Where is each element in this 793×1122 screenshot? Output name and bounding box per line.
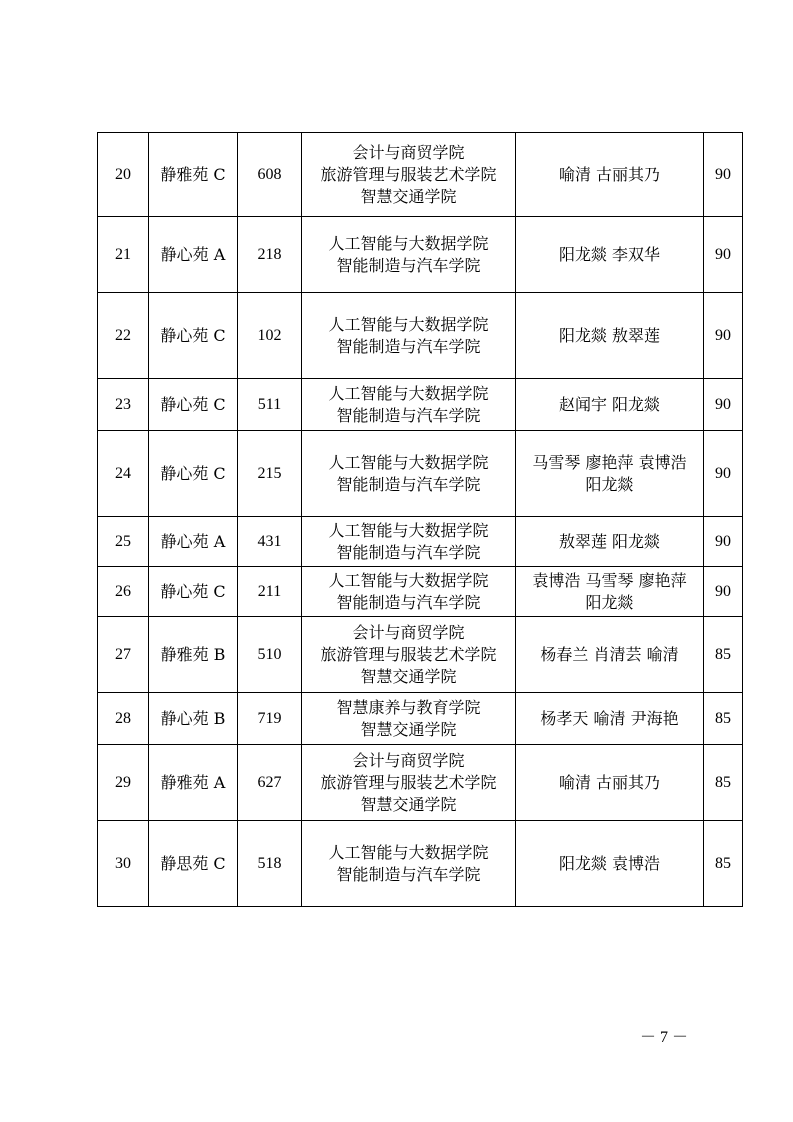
room-number-cell: 510 bbox=[238, 617, 302, 693]
building-cell: 静心苑 C bbox=[149, 431, 238, 517]
score-cell: 85 bbox=[704, 693, 743, 745]
colleges-cell bbox=[302, 517, 516, 567]
row-number-cell: 21 bbox=[98, 217, 149, 293]
college-line: 会计与商贸学院 bbox=[352, 622, 465, 642]
college-line: 智能制造与汽车学院 bbox=[336, 255, 481, 275]
table-row bbox=[98, 293, 743, 379]
colleges-cell bbox=[302, 217, 516, 293]
score-cell: 85 bbox=[704, 821, 743, 907]
table-row bbox=[98, 217, 743, 293]
colleges-cell bbox=[302, 293, 516, 379]
row-number-cell: 26 bbox=[98, 567, 149, 617]
teacher-line: 阳龙燚 bbox=[585, 592, 634, 612]
teachers-cell bbox=[516, 431, 704, 517]
building-cell: 静雅苑 A bbox=[149, 745, 238, 821]
colleges-cell bbox=[302, 693, 516, 745]
teachers-cell bbox=[516, 567, 704, 617]
college-line: 人工智能与大数据学院 bbox=[328, 520, 489, 540]
teacher-line: 杨孝天 喻清 尹海艳 bbox=[540, 708, 679, 728]
teacher-line: 马雪琴 廖艳萍 袁博浩 bbox=[532, 452, 687, 472]
building-cell: 静心苑 C bbox=[149, 293, 238, 379]
college-line: 智慧交通学院 bbox=[360, 794, 457, 814]
building-cell: 静心苑 A bbox=[149, 217, 238, 293]
colleges-cell bbox=[302, 379, 516, 431]
table-row bbox=[98, 133, 743, 217]
colleges-cell bbox=[302, 821, 516, 907]
row-number-cell: 22 bbox=[98, 293, 149, 379]
page-number: － 7 － bbox=[640, 1029, 689, 1046]
teacher-line: 敖翠莲 阳龙燚 bbox=[558, 531, 661, 551]
colleges-cell bbox=[302, 745, 516, 821]
row-number-cell: 20 bbox=[98, 133, 149, 217]
room-number-cell: 627 bbox=[238, 745, 302, 821]
college-line: 人工智能与大数据学院 bbox=[328, 452, 489, 472]
room-number-cell: 431 bbox=[238, 517, 302, 567]
row-number-cell: 25 bbox=[98, 517, 149, 567]
table-row bbox=[98, 431, 743, 517]
room-number-cell: 511 bbox=[238, 379, 302, 431]
college-line: 旅游管理与服装艺术学院 bbox=[320, 644, 497, 664]
score-cell: 85 bbox=[704, 617, 743, 693]
table-row bbox=[98, 693, 743, 745]
colleges-cell bbox=[302, 133, 516, 217]
building-cell: 静心苑 C bbox=[149, 567, 238, 617]
score-cell: 90 bbox=[704, 133, 743, 217]
score-cell: 90 bbox=[704, 217, 743, 293]
table-row bbox=[98, 745, 743, 821]
teacher-line: 阳龙燚 bbox=[585, 474, 634, 494]
building-cell: 静雅苑 C bbox=[149, 133, 238, 217]
college-line: 智能制造与汽车学院 bbox=[336, 474, 481, 494]
row-number-cell: 29 bbox=[98, 745, 149, 821]
college-line: 智能制造与汽车学院 bbox=[336, 542, 481, 562]
college-line: 人工智能与大数据学院 bbox=[328, 233, 489, 253]
row-number-cell: 24 bbox=[98, 431, 149, 517]
teacher-line: 喻清 古丽其乃 bbox=[558, 164, 661, 184]
college-line: 人工智能与大数据学院 bbox=[328, 570, 489, 590]
row-number-cell: 23 bbox=[98, 379, 149, 431]
room-number-cell: 102 bbox=[238, 293, 302, 379]
teachers-cell bbox=[516, 293, 704, 379]
building-cell: 静雅苑 B bbox=[149, 617, 238, 693]
teachers-cell bbox=[516, 379, 704, 431]
table-row bbox=[98, 517, 743, 567]
teacher-line: 杨春兰 肖清芸 喻清 bbox=[540, 644, 679, 664]
row-number-cell: 27 bbox=[98, 617, 149, 693]
teacher-line: 赵闻宇 阳龙燚 bbox=[558, 394, 661, 414]
building-cell: 静心苑 A bbox=[149, 517, 238, 567]
teacher-line: 阳龙燚 敖翠莲 bbox=[558, 325, 661, 345]
colleges-cell bbox=[302, 617, 516, 693]
colleges-cell bbox=[302, 567, 516, 617]
row-number-cell: 30 bbox=[98, 821, 149, 907]
teachers-cell bbox=[516, 617, 704, 693]
college-line: 智慧康养与教育学院 bbox=[336, 697, 481, 717]
room-number-cell: 211 bbox=[238, 567, 302, 617]
teachers-cell bbox=[516, 217, 704, 293]
room-number-cell: 218 bbox=[238, 217, 302, 293]
teachers-cell bbox=[516, 517, 704, 567]
table-row bbox=[98, 821, 743, 907]
college-line: 智慧交通学院 bbox=[360, 719, 457, 739]
room-number-cell: 608 bbox=[238, 133, 302, 217]
table-row bbox=[98, 379, 743, 431]
college-line: 智能制造与汽车学院 bbox=[336, 864, 481, 884]
college-line: 智能制造与汽车学院 bbox=[336, 405, 481, 425]
score-cell: 90 bbox=[704, 517, 743, 567]
college-line: 人工智能与大数据学院 bbox=[328, 842, 489, 862]
building-cell: 静心苑 C bbox=[149, 379, 238, 431]
college-line: 人工智能与大数据学院 bbox=[328, 314, 489, 334]
room-number-cell: 215 bbox=[238, 431, 302, 517]
college-line: 人工智能与大数据学院 bbox=[328, 383, 489, 403]
row-number-cell: 28 bbox=[98, 693, 149, 745]
room-number-cell: 719 bbox=[238, 693, 302, 745]
building-cell: 静心苑 B bbox=[149, 693, 238, 745]
teacher-line: 喻清 古丽其乃 bbox=[558, 772, 661, 792]
colleges-cell bbox=[302, 431, 516, 517]
teachers-cell bbox=[516, 133, 704, 217]
college-line: 会计与商贸学院 bbox=[352, 142, 465, 162]
score-cell: 90 bbox=[704, 431, 743, 517]
teacher-line: 阳龙燚 李双华 bbox=[558, 244, 661, 264]
table-row bbox=[98, 617, 743, 693]
score-cell: 90 bbox=[704, 379, 743, 431]
teachers-cell bbox=[516, 745, 704, 821]
teacher-line: 阳龙燚 袁博浩 bbox=[558, 853, 661, 873]
college-line: 智慧交通学院 bbox=[360, 666, 457, 686]
teachers-cell bbox=[516, 693, 704, 745]
teacher-line: 袁博浩 马雪琴 廖艳萍 bbox=[532, 570, 687, 590]
score-cell: 85 bbox=[704, 745, 743, 821]
building-cell: 静思苑 C bbox=[149, 821, 238, 907]
college-line: 会计与商贸学院 bbox=[352, 750, 465, 770]
college-line: 旅游管理与服装艺术学院 bbox=[320, 772, 497, 792]
score-cell: 90 bbox=[704, 567, 743, 617]
table-row bbox=[98, 567, 743, 617]
score-cell: 90 bbox=[704, 293, 743, 379]
college-line: 智能制造与汽车学院 bbox=[336, 592, 481, 612]
college-line: 智能制造与汽车学院 bbox=[336, 336, 481, 356]
teachers-cell bbox=[516, 821, 704, 907]
dormitory-score-table bbox=[97, 132, 743, 907]
room-number-cell: 518 bbox=[238, 821, 302, 907]
table-body bbox=[98, 133, 743, 907]
college-line: 智慧交通学院 bbox=[360, 186, 457, 206]
college-line: 旅游管理与服装艺术学院 bbox=[320, 164, 497, 184]
